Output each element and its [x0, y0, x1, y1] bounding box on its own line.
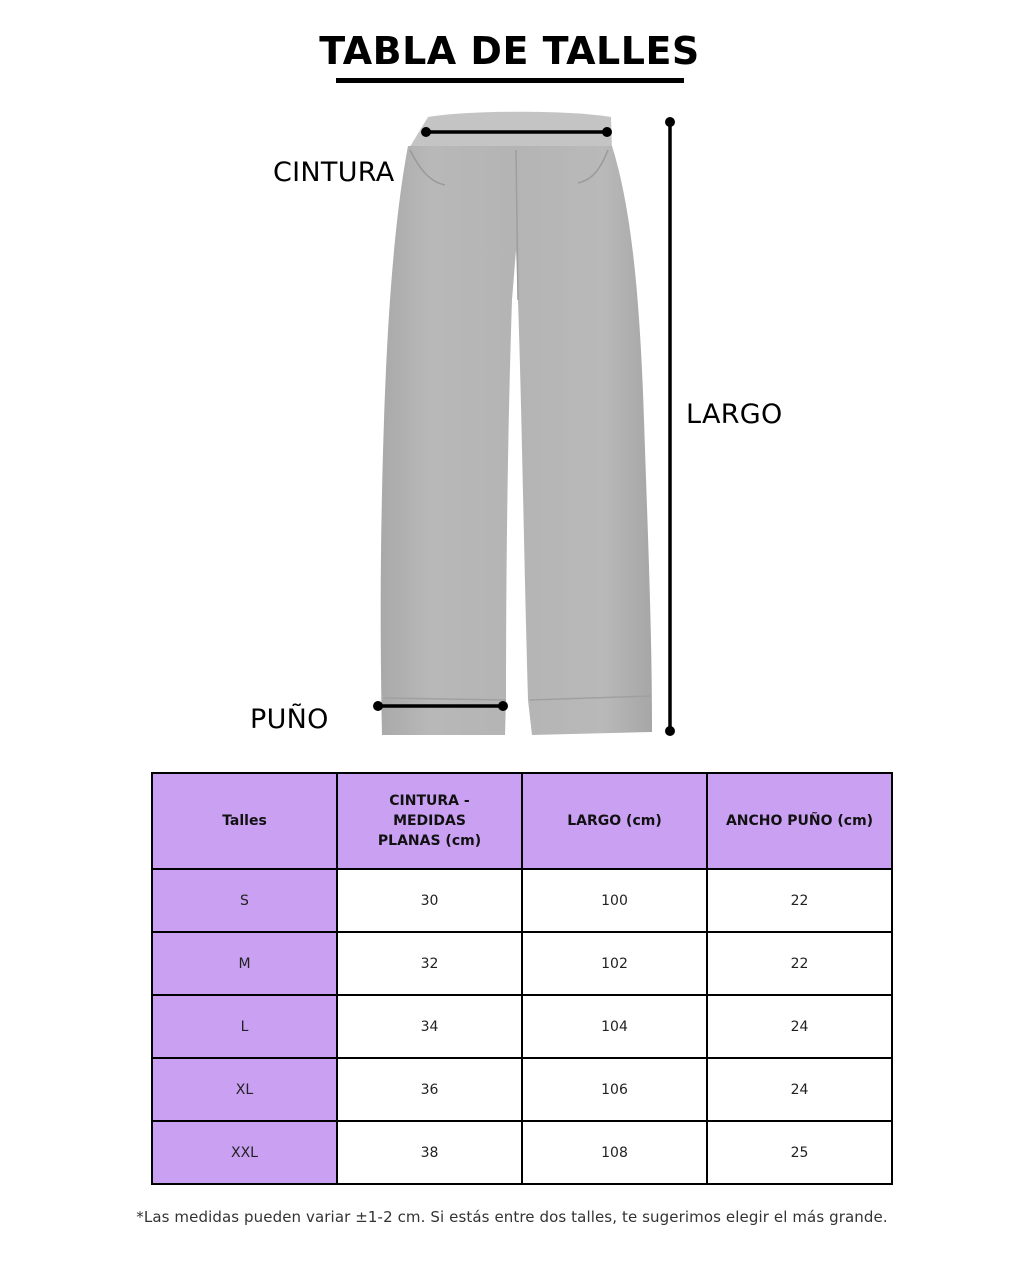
cintura-cell: 36 — [337, 1058, 522, 1121]
header-ancho-puno: ANCHO PUÑO (cm) — [707, 773, 892, 869]
table-row — [152, 1121, 892, 1184]
size-table — [151, 772, 893, 1185]
footnote: *Las medidas pueden variar ±1-2 cm. Si estás entre dos talles, te sugerimos elegir el más grande. — [136, 1208, 888, 1226]
puno-cell: 22 — [707, 932, 892, 995]
puno-cell: 22 — [707, 869, 892, 932]
puno-cell: 25 — [707, 1121, 892, 1184]
size-cell: S — [152, 869, 337, 932]
puno-cell: 24 — [707, 995, 892, 1058]
header-talles: Talles — [152, 773, 337, 869]
pants-illustration — [381, 112, 652, 735]
largo-cell: 104 — [522, 995, 707, 1058]
largo-cell: 100 — [522, 869, 707, 932]
puno-cell: 24 — [707, 1058, 892, 1121]
cintura-cell: 34 — [337, 995, 522, 1058]
table-row — [152, 1058, 892, 1121]
size-cell: XXL — [152, 1121, 337, 1184]
header-cintura: CINTURA - MEDIDAS PLANAS (cm) — [337, 773, 522, 869]
label-largo: LARGO — [686, 399, 783, 430]
largo-cell: 108 — [522, 1121, 707, 1184]
header-largo: LARGO (cm) — [522, 773, 707, 869]
cintura-cell: 38 — [337, 1121, 522, 1184]
cintura-cell: 32 — [337, 932, 522, 995]
size-cell: XL — [152, 1058, 337, 1121]
size-cell: M — [152, 932, 337, 995]
table-header-row — [152, 773, 892, 869]
table-row — [152, 995, 892, 1058]
label-puno: PUÑO — [250, 704, 329, 735]
measure-largo-line — [665, 117, 675, 736]
cintura-cell: 30 — [337, 869, 522, 932]
largo-cell: 102 — [522, 932, 707, 995]
largo-cell: 106 — [522, 1058, 707, 1121]
table-row — [152, 869, 892, 932]
size-cell: L — [152, 995, 337, 1058]
page-title: TABLA DE TALLES — [319, 29, 700, 73]
table-row — [152, 932, 892, 995]
label-cintura: CINTURA — [273, 157, 395, 188]
